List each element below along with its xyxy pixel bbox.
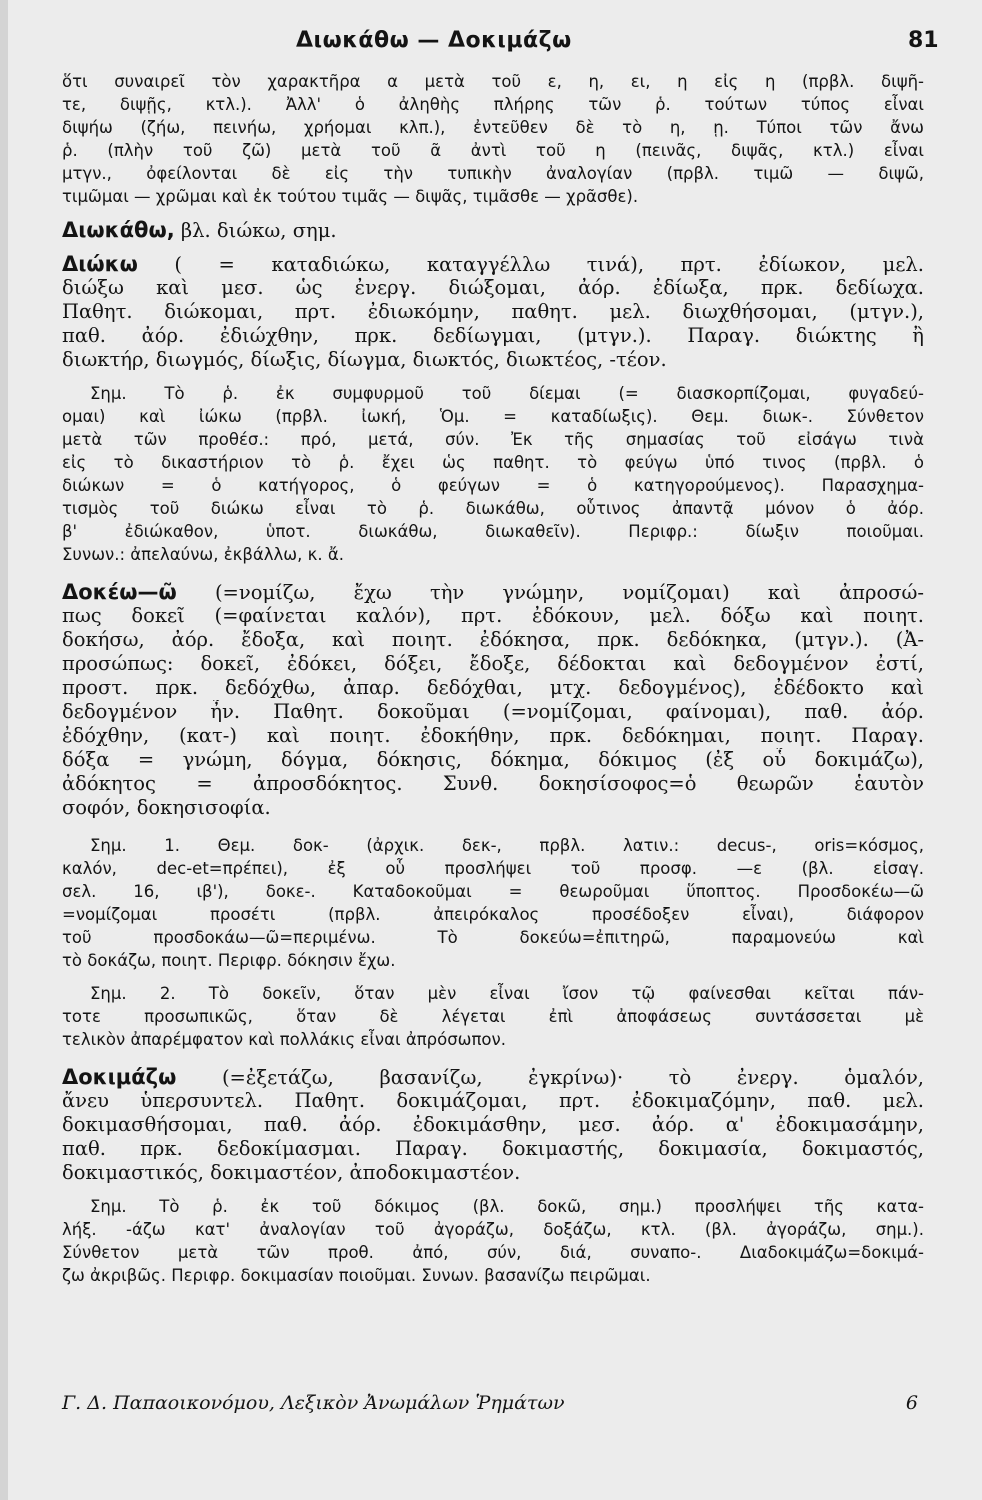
- headword: Δοκέω—ῶ: [62, 580, 177, 604]
- entry-text: (=νομίζω, ἔχω τὴν γνώμην, νομίζομαι) καὶ ἀπροσώ-: [214, 581, 924, 604]
- entry-dokimazo: [62, 1065, 924, 1287]
- headword: Διώκω: [62, 252, 138, 276]
- note-line: Σημ. 2. Τὸ δοκεῖν, ὅταν μὲν εἶναι ἴσον τῷ φαίνεσθαι κεῖται πάν-: [90, 984, 924, 1003]
- entry-first-line: [62, 1065, 924, 1089]
- note-line: ζω ἀκριβῶς. Περιφρ. δοκιμασίαν ποιοῦμαι. Συνων. βασανίζω πειρῶμαι.: [62, 1266, 651, 1285]
- entry-dokeo: [62, 580, 924, 1051]
- text-line: σοφόν, δοκησισοφία.: [62, 796, 271, 819]
- text-line: Παθητ. διώκομαι, πρτ. ἐδιωκόμην, παθητ. μελ. διωχθήσομαι, (μτγν.),: [62, 300, 924, 323]
- text-line: παθ. ἀόρ. ἐδιώχθην, πρκ. δεδίωγμαι, (μτγν.). Παραγ. διώκτης ἢ: [62, 324, 924, 347]
- note-line: Σημ. Τὸ ῥ. ἐκ συμφυρμοῦ τοῦ δίεμαι (= διασκορπίζομαι, φυγαδεύ-: [90, 384, 924, 403]
- note-line: τοῦ προσδοκάω—ῶ=περιμένω. Τὸ δοκεύω=ἐπιτηρῶ, παραμονεύω καὶ: [62, 928, 924, 947]
- text-line: δοκιμαστικός, δοκιμαστέον, ἀποδοκιμαστέον.: [62, 1161, 521, 1184]
- note-line: τοτε προσωπικῶς, ὅταν δὲ λέγεται ἐπὶ ἀποφάσεως συντάσσεται μὲ: [62, 1007, 924, 1026]
- text-line: δοκιμασθήσομαι, παθ. ἀόρ. ἐδοκιμάσθην, μεσ. ἀόρ. α' ἐδοκιμασάμην,: [62, 1113, 924, 1136]
- page-body: [62, 70, 924, 1287]
- entry-first-line: [62, 252, 924, 276]
- entry-text: βλ. διώκω, σημ.: [180, 219, 337, 242]
- note-line: Σημ. Τὸ ῥ. ἐκ τοῦ δόκιμος (βλ. δοκῶ, σημ.) προσλήψει τῆς κατα-: [90, 1197, 924, 1216]
- entry-diokatho: [62, 218, 924, 242]
- text-line: τε, διψῇς, κτλ.). Ἀλλ' ὁ ἀληθὴς πλήρης τῶν ῥ. τούτων τύπος εἶναι: [62, 95, 924, 114]
- note-line: λήξ. -άζω κατ' ἀναλογίαν τοῦ ἀγοράζω, δοξάζω, κτλ. (βλ. ἀγοράζω, σημ.).: [62, 1220, 924, 1239]
- entry-first-line: [62, 580, 924, 604]
- text-line: μτγν., ὀφείλονται δὲ εἰς τὴν τυπικὴν ἀναλογίαν (πρβλ. τιμῶ — διψῶ,: [62, 164, 924, 183]
- note-block: [62, 382, 924, 566]
- note-line: Σύνθετον μετὰ τῶν προθ. ἀπό, σύν, διά, συναπο-. Διαδοκιμάζω=δοκιμά-: [62, 1243, 924, 1262]
- page-edge-shadow: [0, 0, 8, 1500]
- page-footer: [62, 1392, 924, 1420]
- headword: Διωκάθω,: [62, 218, 175, 242]
- note-block: [62, 1195, 924, 1287]
- text-line: πως δοκεῖ (=φαίνεται καλόν), πρτ. ἐδόκουν, μελ. δόξω καὶ ποιητ.: [62, 604, 924, 627]
- text-line: διψήω (ζήω, πεινήω, χρήομαι κλπ.), ἐντεῦθεν δὲ τὸ η, ῃ. Τύποι τῶν ἄνω: [62, 118, 924, 137]
- entry-dioko: [62, 252, 924, 566]
- note-line: ομαι) καὶ ἰώκω (πρβλ. ἰωκή, Ὁμ. = καταδίωξις). Θεμ. διωκ-. Σύνθετον: [62, 407, 924, 426]
- text-line: δοκήσω, ἀόρ. ἔδοξα, καὶ ποιητ. ἐδόκησα, πρκ. δεδόκηκα, (μτγν.). (Ἀ-: [62, 628, 924, 651]
- text-line: διώξω καὶ μεσ. ὡς ἐνεργ. διώξομαι, ἀόρ. ἐδίωξα, πρκ. δεδίωχα.: [62, 276, 924, 299]
- running-head: [0, 22, 982, 62]
- text-line: διωκτήρ, διωγμός, δίωξις, δίωγμα, διωκτός, διωκτέος, -τέον.: [62, 348, 667, 371]
- note-line: β' ἐδιώκαθον, ὑποτ. διωκάθω, διωκαθεῖν). Περιφρ.: δίωξιν ποιοῦμαι.: [62, 522, 924, 541]
- signature-mark: 6: [905, 1392, 918, 1414]
- note-line: μετὰ τῶν προθέσ.: πρό, μετά, σύν. Ἐκ τῆς σημασίας τοῦ εἰσάγω τινὰ: [62, 430, 924, 449]
- text-line: ἐδόχθην, (κατ-) καὶ ποιητ. ἐδοκήθην, πρκ. δεδόκημαι, ποιητ. Παραγ.: [62, 724, 924, 747]
- note-line: διώκων = ὁ κατήγορος, ὁ φεύγων = ὁ κατηγορούμενος). Παρασχημα-: [62, 476, 924, 495]
- note-block-1: [62, 834, 924, 972]
- note-line: τισμὸς τοῦ διώκω εἶναι τὸ ῥ. διωκάθω, οὗτινος ἀπαντᾷ μόνον ὁ ἀόρ.: [62, 499, 924, 518]
- text-line: δόξα = γνώμη, δόγμα, δόκησις, δόκημα, δόκιμος (ἐξ οὗ δοκιμάζω),: [62, 748, 924, 771]
- note-line: τὸ δοκάζω, ποιητ. Περιφρ. δόκησιν ἔχω.: [62, 951, 396, 970]
- note-line: =νομίζομαι προσέτι (πρβλ. ἀπειρόκαλος προσέδοξεν εἶναι), διάφορον: [62, 905, 924, 924]
- note-line: Σημ. 1. Θεμ. δοκ- (ἀρχικ. δεκ-, πρβλ. λατιν.: decus-, oris=κόσμος,: [90, 836, 924, 855]
- note-line: Συνων.: ἀπελαύνω, ἐκβάλλω, κ. ἄ.: [62, 545, 344, 564]
- text-line: ὅτι συναιρεῖ τὸν χαρακτῆρα α μετὰ τοῦ ε, η, ει, η εἰς η (πρβλ. διψῆ-: [62, 72, 924, 91]
- page-number: 81: [908, 28, 939, 53]
- text-line: ῥ. (πλὴν τοῦ ζῶ) μετὰ τοῦ ᾶ ἀντὶ τοῦ η (πεινᾶς, διψᾶς, κτλ.) εἶναι: [62, 141, 924, 160]
- footer-author-title: Γ. Δ. Παπαοικονόμου, Λεξικὸν Ἀνωμάλων Ῥημάτων: [62, 1392, 565, 1414]
- text-line: προσώπως: δοκεῖ, ἐδόκει, δόξει, ἔδοξε, δέδοκται καὶ δεδογμένον ἐστί,: [62, 652, 924, 675]
- note-block-2: [62, 982, 924, 1051]
- note-line: καλόν, dec-et=πρέπει), ἐξ οὗ προσλήψει τοῦ προσφ. —ε (βλ. εἰσαγ.: [62, 859, 924, 878]
- running-head-title: Διωκάθω — Δοκιμάζω: [296, 28, 572, 53]
- headword: Δοκιμάζω: [62, 1065, 177, 1089]
- continuation-block: [62, 70, 924, 208]
- note-line: τελικὸν ἀπαρέμφατον καὶ πολλάκις εἶναι ἀπρόσωπον.: [62, 1030, 506, 1049]
- note-line: σελ. 16, ιβ'), δοκε-. Καταδοκοῦμαι = θεωροῦμαι ὕποπτος. Προσδοκέω—ῶ: [62, 882, 924, 901]
- text-line: δεδογμένον ἦν. Παθητ. δοκοῦμαι (=νομίζομαι, φαίνομαι), παθ. ἀόρ.: [62, 700, 924, 723]
- entry-text: ( = καταδιώκω, καταγγέλλω τινά), πρτ. ἐδίωκον, μελ.: [174, 253, 924, 276]
- note-line: εἰς τὸ δικαστήριον τὸ ῥ. ἔχει ὡς παθητ. τὸ φεύγω ὑπό τινος (πρβλ. ὁ: [62, 453, 924, 472]
- text-line: παθ. πρκ. δεδοκίμασμαι. Παραγ. δοκιμαστής, δοκιμασία, δοκιμαστός,: [62, 1137, 924, 1160]
- text-line: τιμῶμαι — χρῶμαι καὶ ἐκ τούτου τιμᾶς — διψᾶς, τιμᾶσθε — χρᾶσθε).: [62, 187, 639, 206]
- text-line: προστ. πρκ. δεδόχθω, ἀπαρ. δεδόχθαι, μτχ. δεδογμένος), ἐδέδοκτο καὶ: [62, 676, 924, 699]
- entry-text: (=ἐξετάζω, βασανίζω, ἐγκρίνω)· τὸ ἐνεργ. ὁμαλόν,: [221, 1066, 924, 1089]
- text-line: ἄνευ ὑπερσυντελ. Παθητ. δοκιμάζομαι, πρτ. ἐδοκιμαζόμην, παθ. μελ.: [62, 1089, 924, 1112]
- text-line: ἀδόκητος = ἀπροσδόκητος. Συνθ. δοκησίσοφος=ὁ θεωρῶν ἑαυτὸν: [62, 772, 924, 795]
